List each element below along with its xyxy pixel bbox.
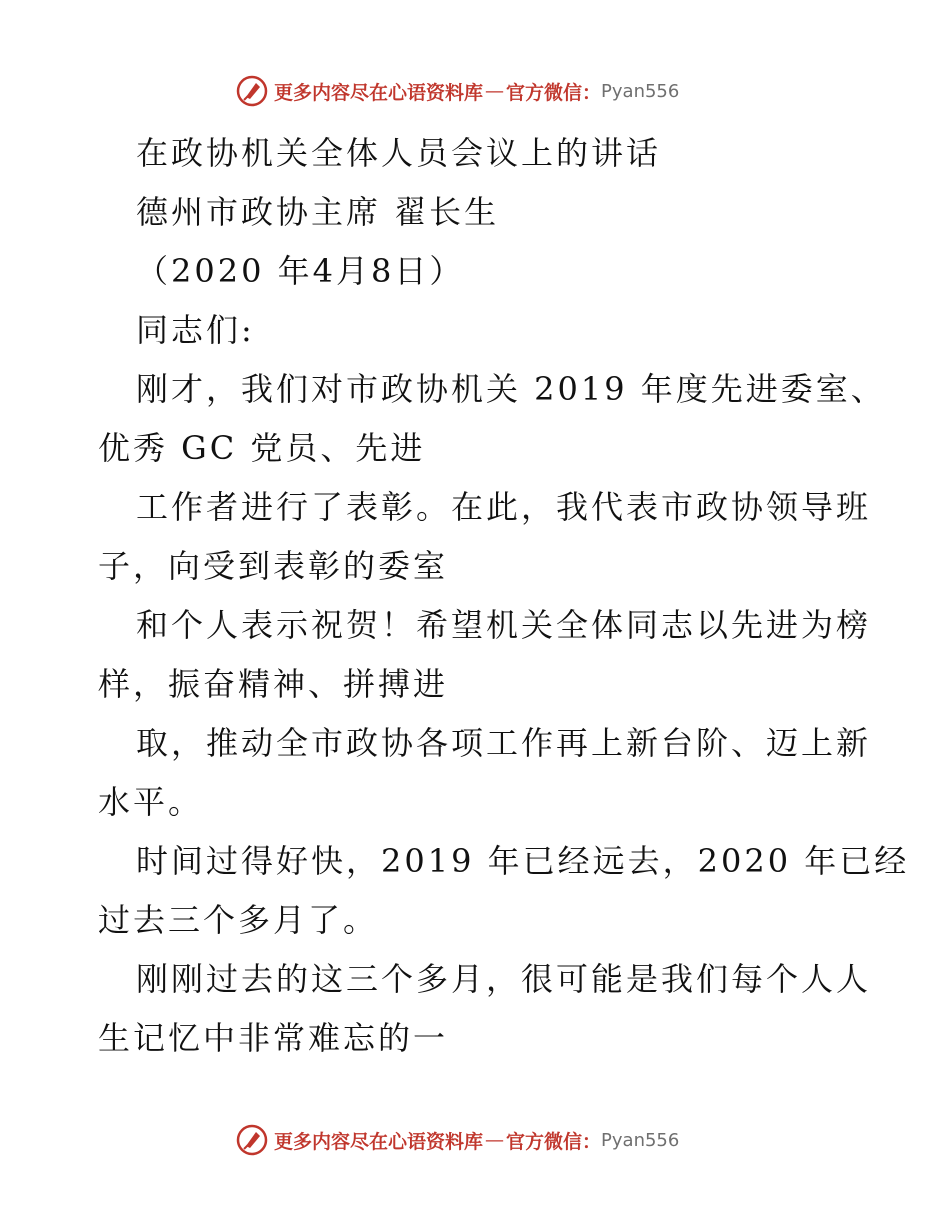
watermark-wechat-id: Pyan556 xyxy=(601,1129,680,1151)
pen-nib-logo-icon xyxy=(236,75,268,107)
watermark-main-text: 更多内容尽在心语资料库 xyxy=(274,81,484,104)
paragraph-line: 优秀 GC 党员、先进 xyxy=(98,429,426,467)
paragraph-line: 样，振奋精神、拼搏进 xyxy=(98,665,449,703)
paragraph-line: 生记忆中非常难忘的一 xyxy=(98,1019,449,1057)
watermark-official-label: 官方微信： xyxy=(506,1130,602,1153)
document-salutation: 同志们: xyxy=(136,311,255,349)
paragraph-line: 过去三个多月了。 xyxy=(98,901,379,939)
document-title: 在政协机关全体人员会议上的讲话 xyxy=(136,134,662,172)
document-date: （2020 年4月8日） xyxy=(136,252,465,290)
paragraph-line: 取，推动全市政协各项工作再上新台阶、迈上新 xyxy=(136,724,872,762)
footer-watermark xyxy=(236,1122,756,1158)
watermark-main-text: 更多内容尽在心语资料库 xyxy=(274,1130,484,1153)
document-body xyxy=(98,124,910,1068)
paragraph-line: 子，向受到表彰的委室 xyxy=(98,547,449,585)
pen-nib-logo-icon xyxy=(236,1124,268,1156)
paragraph-line: 刚刚过去的这三个多月，很可能是我们每个人人 xyxy=(136,960,872,998)
paragraph-line: 水平。 xyxy=(98,783,204,821)
paragraph-line: 时间过得好快，2019 年已经远去，2020 年已经 xyxy=(136,842,910,880)
watermark-official-label: 官方微信： xyxy=(506,81,602,104)
paragraph-line: 刚才，我们对市政协机关 2019 年度先进委室、 xyxy=(136,370,886,408)
document-author: 德州市政协主席 翟长生 xyxy=(136,193,500,231)
watermark-dash: — xyxy=(485,80,505,102)
watermark-dash: — xyxy=(485,1129,505,1151)
watermark-wechat-id: Pyan556 xyxy=(601,80,680,102)
header-watermark xyxy=(236,73,756,109)
paragraph-line: 工作者进行了表彰。在此，我代表市政协领导班 xyxy=(136,488,872,526)
paragraph-line: 和个人表示祝贺！希望机关全体同志以先进为榜 xyxy=(136,606,872,644)
